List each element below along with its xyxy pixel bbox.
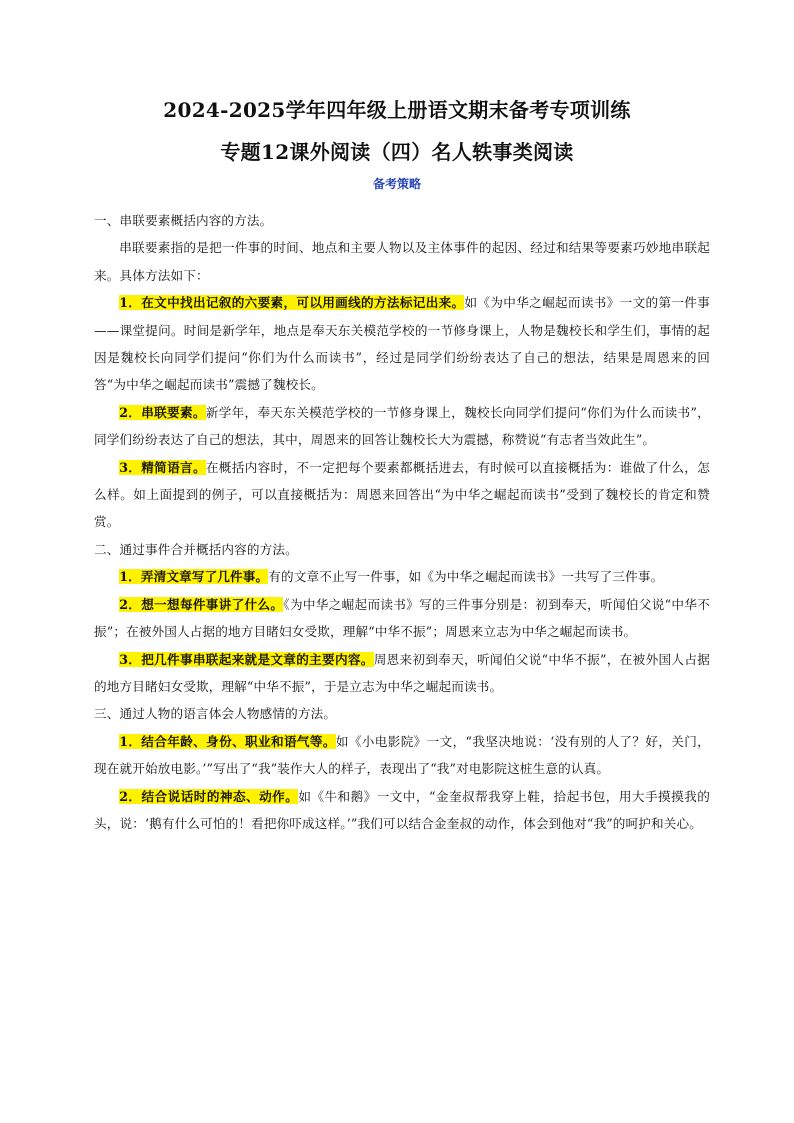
paragraph — [94, 591, 710, 646]
paragraph-text: 在概括内容时，不一定把每个要素都概括进去，有时候可以直接概括为：谁做了什么，怎么样。如上面提到的例子，可以直接概括为：周恩来回答出“为中华之崛起而读书”受到了魏校长的肯定和赞赏。 — [94, 459, 710, 530]
paragraph — [94, 454, 710, 536]
paragraph — [94, 234, 710, 289]
strategy-label: 备考策略 — [372, 177, 421, 191]
paragraph-text: 如《牛和鹅》一文中，“金奎叔帮我穿上鞋，拾起书包，用大手摸摸我的头，说：‘鹅有什么可怕的！看把你吓成这样。’”我们可以结合金奎叔的动作，体会到他对“我”的呵护和关心。 — [94, 788, 710, 831]
paragraph-text: 周恩来初到奉天，听闻伯父说“中华不振”，在被外国人占据的地方目睹妇女受欺，理解“中华不振”，于是立志为中华之崛起而读书。 — [94, 651, 710, 694]
paragraph — [94, 646, 710, 701]
document-body — [94, 207, 710, 837]
paragraph-text: 《为中华之崛起而读书》写的三件事分别是：初到奉天，听闻伯父说“中华不振”；在被外国人占据的地方目睹妇女受欺，理解“中华不振”；周恩来立志为中华之崛起而读书。 — [94, 596, 710, 640]
section-heading: 三、通过人物的语言体会人物感情的方法。 — [94, 706, 337, 722]
highlighted-point: 1．弄清文章写了几件事。 — [119, 569, 269, 585]
highlighted-point: 2．想一想每件事讲了什么。 — [119, 596, 284, 612]
highlighted-point: 2．结合说话时的神态、动作。 — [119, 788, 299, 804]
highlighted-point: 1．在文中找出记叙的六要素，可以用画线的方法标记出来。 — [119, 295, 465, 311]
paragraph-text: 串联要素指的是把一件事的时间、地点和主要人物以及主体事件的起因、经过和结果等要素巧妙地串联起来。具体方法如下： — [94, 240, 710, 283]
paragraph — [94, 728, 710, 783]
paragraph — [94, 563, 710, 590]
paragraph-text: 有的文章不止写一件事，如《为中华之崛起而读书》一共写了三件事。 — [268, 569, 664, 585]
paragraph-text: 如《小电影院》一文，“我坚决地说：‘没有别的人了？好，关门，现在就开始放电影。’”写出了“我”装作大人的样子，表现出了“我”对电影院这桩生意的认真。 — [94, 733, 710, 777]
section-heading: 一、串联要素概括内容的方法。 — [94, 213, 273, 228]
highlighted-point: 3．精简语言。 — [119, 459, 206, 475]
section-heading: 二、通过事件合并概括内容的方法。 — [94, 541, 298, 557]
paragraph — [94, 399, 710, 454]
highlighted-point: 2．串联要素。 — [119, 404, 206, 420]
paragraph-text: 如《为中华之崛起而读书》一文的第一件事——课堂提问。时间是新学年，地点是奉天东关模范学校的一节修身课上，人物是魏校长和学生们，事情的起因是魏校长向同学们提问“你们为什么而读书”，经过是同学们纷纷表达了自己的想法，结果是周恩来的回答“为中华之崛起而读书”震撼了魏校长。 — [94, 295, 710, 393]
paragraph — [94, 289, 710, 399]
paragraph — [94, 783, 710, 838]
highlighted-point: 3．把几件事串联起来就是文章的主要内容。 — [119, 651, 374, 667]
document-subtitle: 专题12课外阅读（四）名人轶事类阅读 — [220, 140, 574, 164]
highlighted-point: 1．结合年龄、身份、职业和语气等。 — [119, 733, 336, 749]
paragraph-text: 新学年，奉天东关模范学校的一节修身课上，魏校长向同学们提问“你们为什么而读书”，同学们纷纷表达了自己的想法，其中，周恩来的回答让魏校长大为震撼，称赞说“有志者当效此生”。 — [94, 404, 710, 448]
document-title: 2024-2025学年四年级上册语文期末备考专项训练 — [163, 98, 631, 122]
